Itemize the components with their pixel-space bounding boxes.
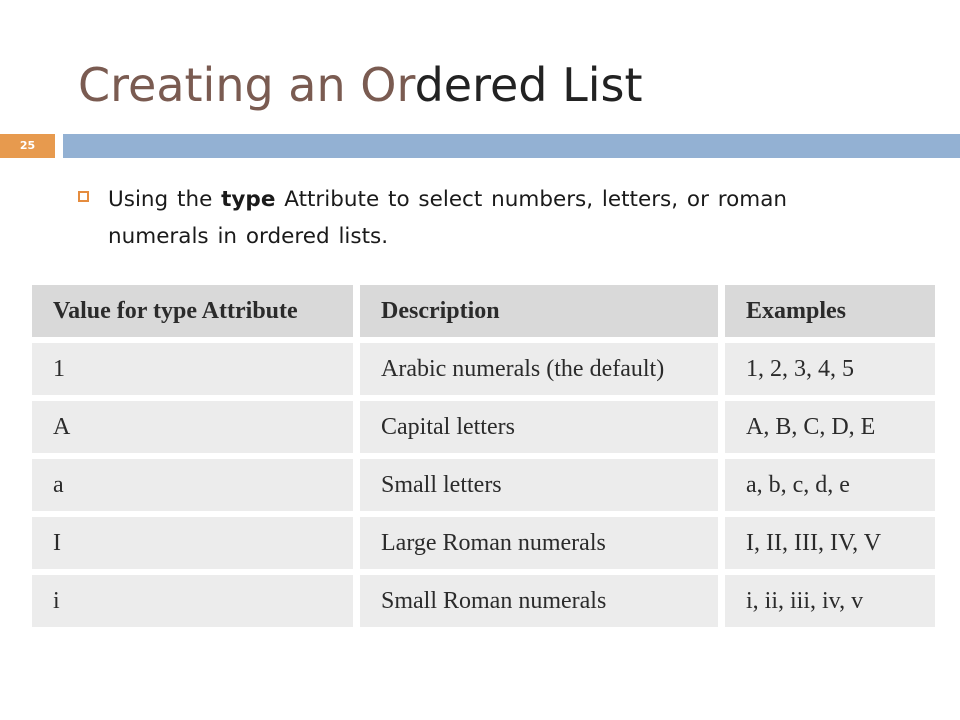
- table-row: [32, 517, 935, 569]
- cell-description: Small Roman numerals: [360, 575, 718, 627]
- table-row: [32, 343, 935, 395]
- column-header-examples: Examples: [725, 285, 935, 337]
- cell-description: Large Roman numerals: [360, 517, 718, 569]
- column-header-value: Value for type Attribute: [32, 285, 353, 337]
- cell-examples: a, b, c, d, e: [725, 459, 935, 511]
- slide-title-accent: Creating an Or: [78, 58, 415, 112]
- bullet-keyword: type: [221, 187, 276, 212]
- square-bullet-icon: [78, 191, 89, 202]
- cell-description: Small letters: [360, 459, 718, 511]
- slide-title-rest: dered List: [414, 58, 643, 112]
- cell-examples: 1, 2, 3, 4, 5: [725, 343, 935, 395]
- cell-description: Capital letters: [360, 401, 718, 453]
- slide-number-badge: 25: [0, 134, 55, 158]
- table-header-row: [32, 285, 935, 337]
- type-attribute-table: [25, 279, 942, 633]
- header-bar: [63, 134, 960, 158]
- cell-value: a: [32, 459, 353, 511]
- table-row: [32, 459, 935, 511]
- bullet-text-before: Using the: [108, 187, 222, 212]
- cell-description: Arabic numerals (the default): [360, 343, 718, 395]
- column-header-description: Description: [360, 285, 718, 337]
- cell-value: A: [32, 401, 353, 453]
- cell-value: 1: [32, 343, 353, 395]
- bullet-text-after: Attribute to select numbers, letters, or roman numerals in ordered lists.: [108, 187, 788, 249]
- table-row: [32, 575, 935, 627]
- cell-value: I: [32, 517, 353, 569]
- slide-title: [78, 42, 643, 128]
- bullet-item: [74, 181, 894, 255]
- cell-examples: A, B, C, D, E: [725, 401, 935, 453]
- table-row: [32, 401, 935, 453]
- cell-examples: i, ii, iii, iv, v: [725, 575, 935, 627]
- cell-examples: I, II, III, IV, V: [725, 517, 935, 569]
- bullet-text: [108, 181, 894, 255]
- cell-value: i: [32, 575, 353, 627]
